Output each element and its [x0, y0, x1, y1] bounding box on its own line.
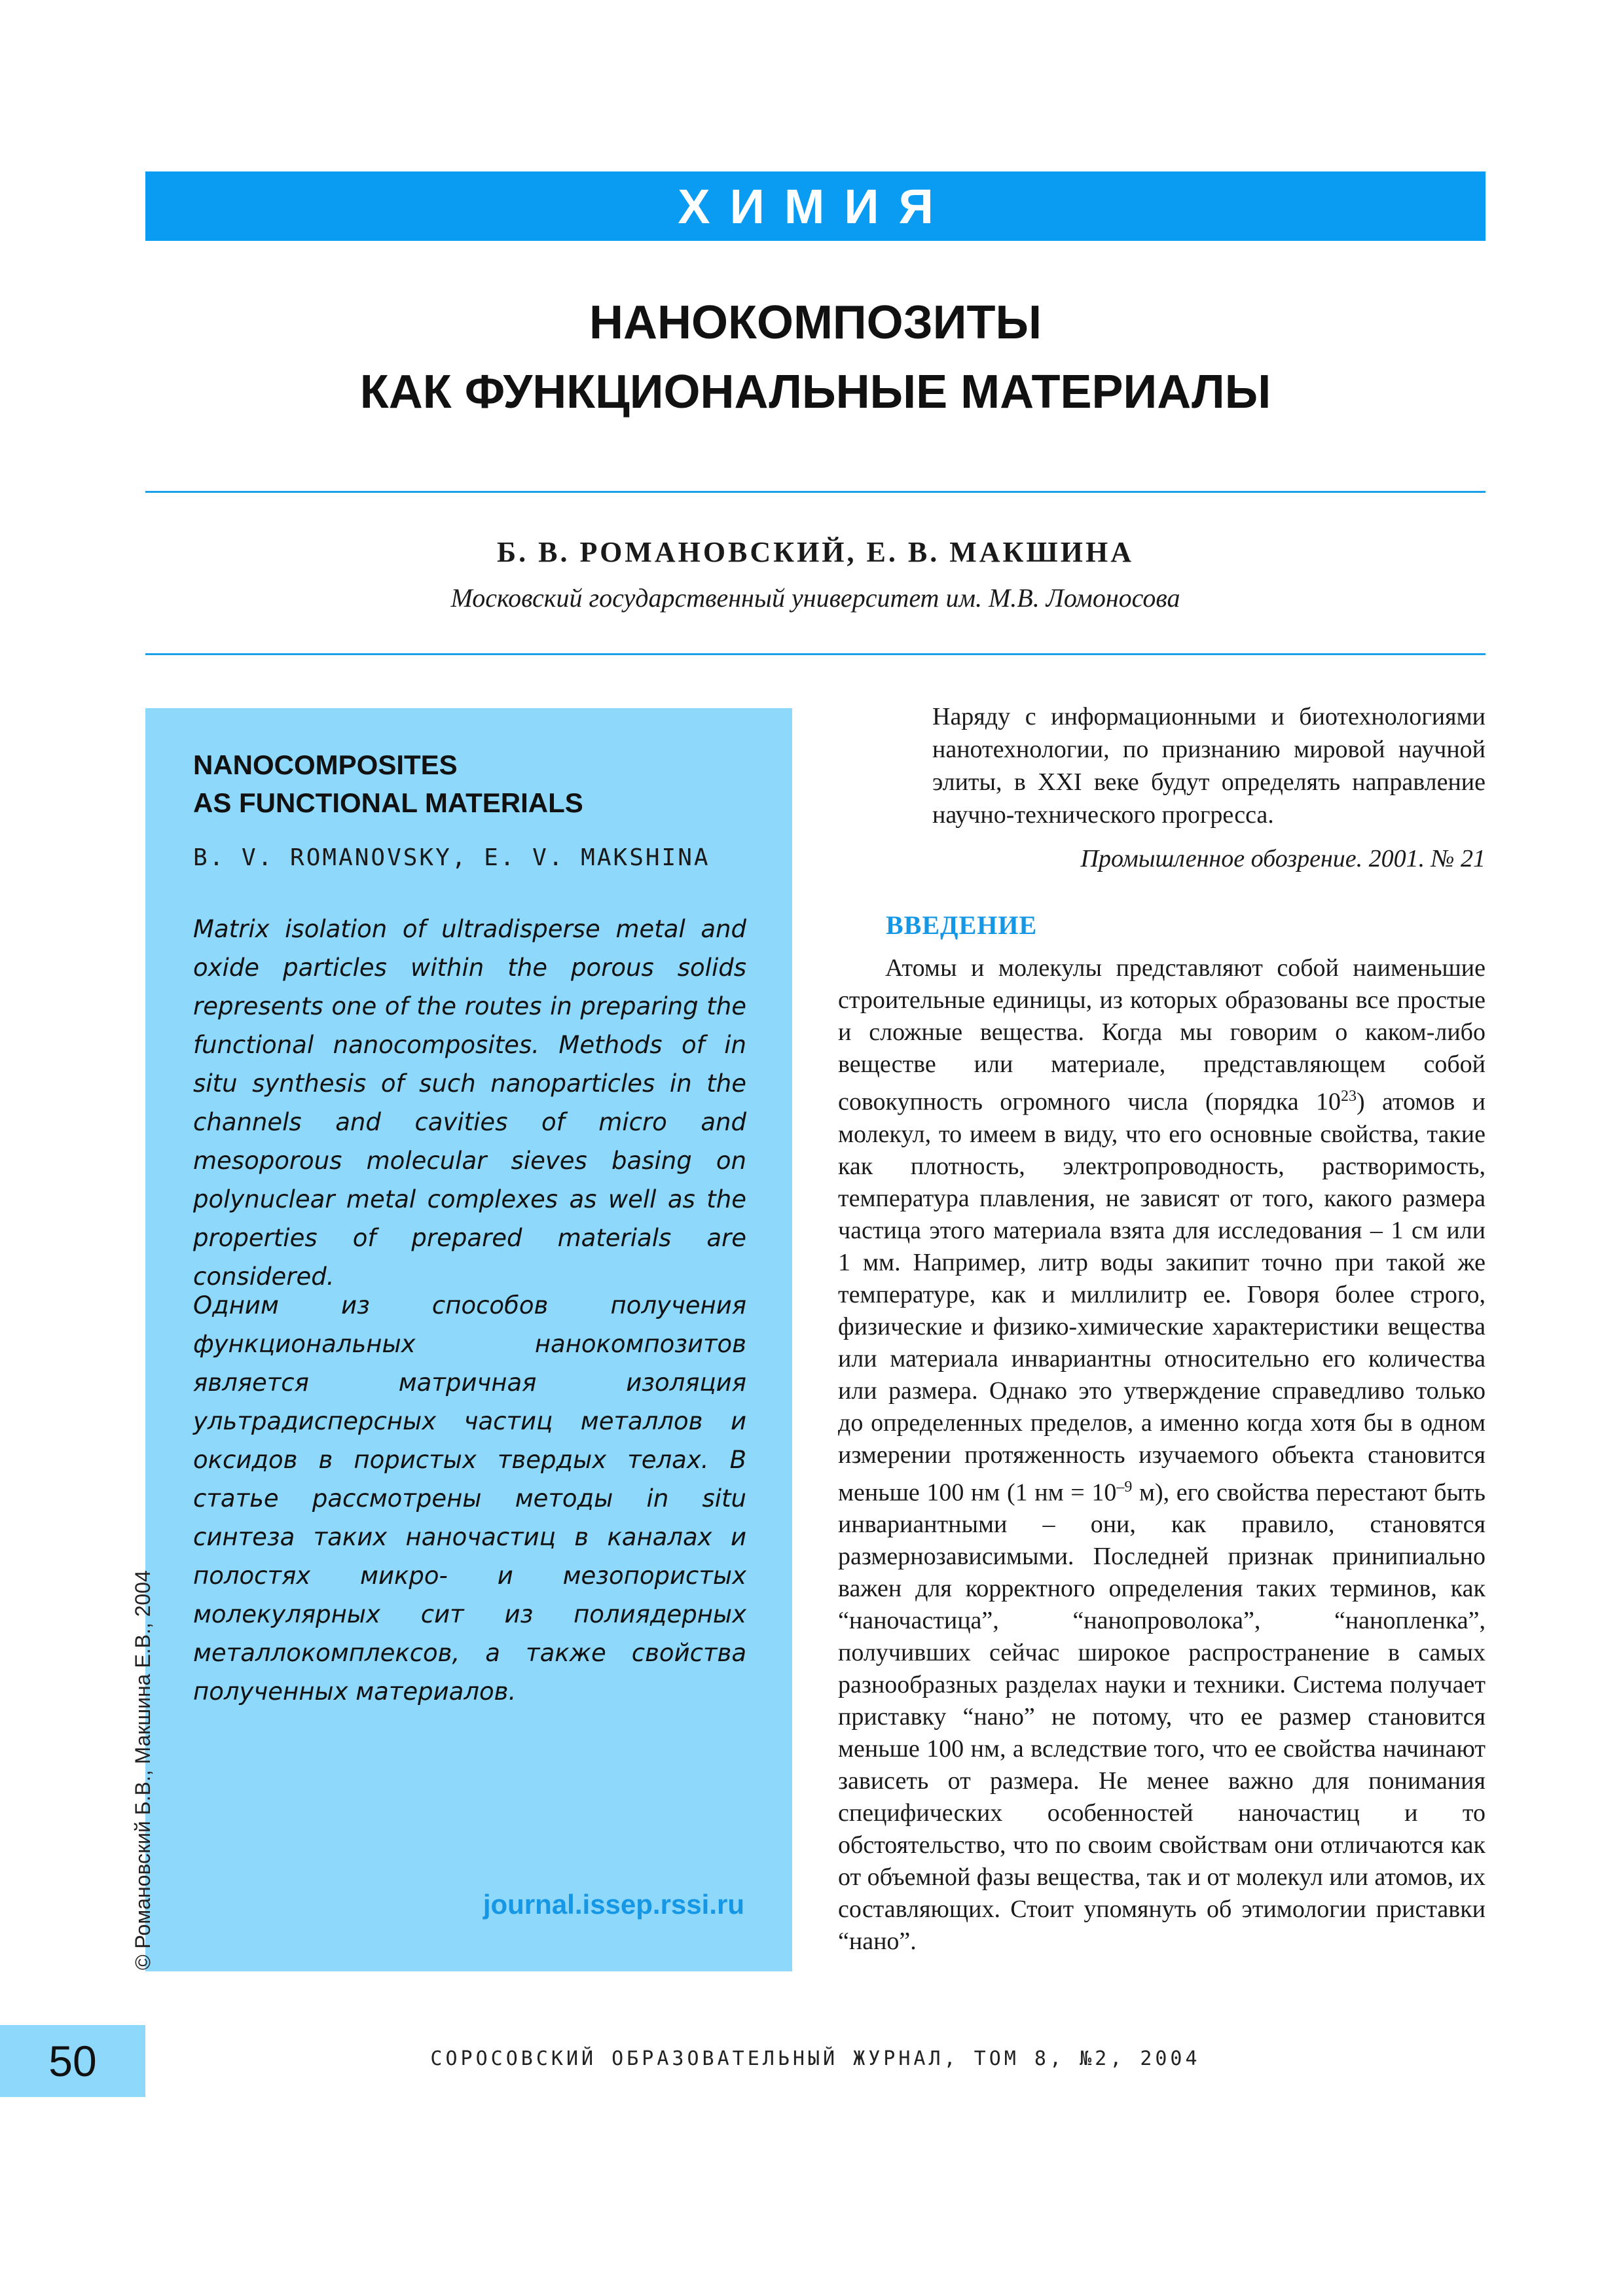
copyright-notice: © Романовский Б.В., Макшина Е.В., 2004	[131, 1570, 155, 1970]
article-affiliation: Московский государственный университет им. М.В. Ломоносова	[450, 583, 1180, 613]
superscript-exponent: 23	[1341, 1088, 1357, 1105]
title-line-1: НАНОКОМПОЗИТЫ	[589, 296, 1042, 349]
bottom-divider	[145, 653, 1486, 655]
intro-text-part-3: м), его свойства перестают быть инвариантными – они, как правило, становятся размернозависимыми. Последней признак принипиально важен для корректного определения таких терминов, как “наночастица”, “нанопроволока”, “нанопленка”, получивших сейчас широкое распространение в самых разнообразных разделах науки и техники. Система получает приставку “нано” не потому, что ее размер становится меньше 100 нм, а вследствие того, что ее свойства начинают зависеть от размера. Не менее важно для понимания специфических особенностей наночастиц и то обстоятельство, что по своим свойствам они отличаются как от объемной фазы вещества, так и от молекул или атомов, их составляющих. Стоит упомянуть об этимологии приставки “нано”.	[838, 1479, 1486, 1956]
title-line-2: КАК ФУНКЦИОНАЛЬНЫЕ МАТЕРИАЛЫ	[359, 366, 1271, 418]
superscript-exponent: –9	[1116, 1478, 1133, 1496]
journal-footer: СОРОСОВСКИЙ ОБРАЗОВАТЕЛЬНЫЙ ЖУРНАЛ, ТОМ 8, №2, 2004	[430, 2047, 1201, 2070]
abstract-russian: Одним из способов получения функциональных нанокомпозитов является матричная изоляция ультрадисперсных частиц металлов и оксидов в пористых твердых телах. В статье рассмотрены методы in situ синтеза таких наночастиц в каналах и полостях микро- и мезопористых молекулярных сит из полиядерных металлокомплексов, а также свойства полученных материалов.	[193, 1291, 746, 1706]
intro-text-part-1: Атомы и молекулы представляют собой наименьшие строительные единицы, из которых образованы все простые и сложные вещества. Когда мы говорим о каком-либо веществе или материале, представляющем собой совокупность огромного числа (порядка 10	[838, 954, 1486, 1116]
section-banner	[145, 171, 1486, 241]
abstract-english: Matrix isolation of ultradisperse metal and oxide particles within the porous solids represents one of the routes in preparing the functional nanocomposites. Methods of in situ synthesis of such nanoparticles in the channels and cavities of micro and mesoporous molecular sieves basing on polynuclear metal complexes as well as the properties of prepared materials are considered.	[193, 915, 746, 1291]
section-label: ХИМИЯ	[678, 179, 953, 234]
abstract-title-line-1: NANOCOMPOSITES	[193, 749, 458, 780]
article-title	[145, 288, 1486, 427]
page-number: 50	[48, 2037, 97, 2085]
epigraph-source: Промышленное обозрение. 2001. № 21	[1080, 845, 1486, 872]
abstract-authors: B. V. ROMANOVSKY, E. V. MAKSHINA	[193, 844, 710, 871]
epigraph-text: Наряду с информационными и биотехнологиями нанотехнологии, по признанию мировой научной элиты, в XXI веке будут определять направление научно-технического прогресса.	[932, 703, 1486, 829]
abstract-title	[193, 746, 756, 822]
intro-text-part-2: ) атомов и молекул, то имеем в виду, что его основные свойства, такие как плотность, электропроводность, растворимость, температура плавления, не зависят от того, какого размера частица этого материала взята для исследования – 1 см или 1 мм. Например, литр воды закипит точно при такой же температуре, как и миллилитр ее. Говоря более строго, физические и физико-химические характеристики вещества или материала инвариантны относительно его количества или размера. Однако это утверждение справедливо только до определенных пределов, а именно когда хотя бы в одном измерении протяженность изучаемого объекта становится меньше 100 нм (1 нм = 10	[838, 1088, 1486, 1507]
intro-paragraph	[838, 952, 1486, 1958]
abstract-title-line-2: AS FUNCTIONAL MATERIALS	[193, 787, 583, 818]
top-divider	[145, 491, 1486, 493]
intro-heading: ВВЕДЕНИЕ	[886, 910, 1038, 940]
page-number-box	[0, 2025, 145, 2097]
article-authors: Б. В. РОМАНОВСКИЙ, Е. В. МАКШИНА	[497, 536, 1134, 568]
journal-link[interactable]: journal.issep.rssi.ru	[483, 1889, 744, 1920]
